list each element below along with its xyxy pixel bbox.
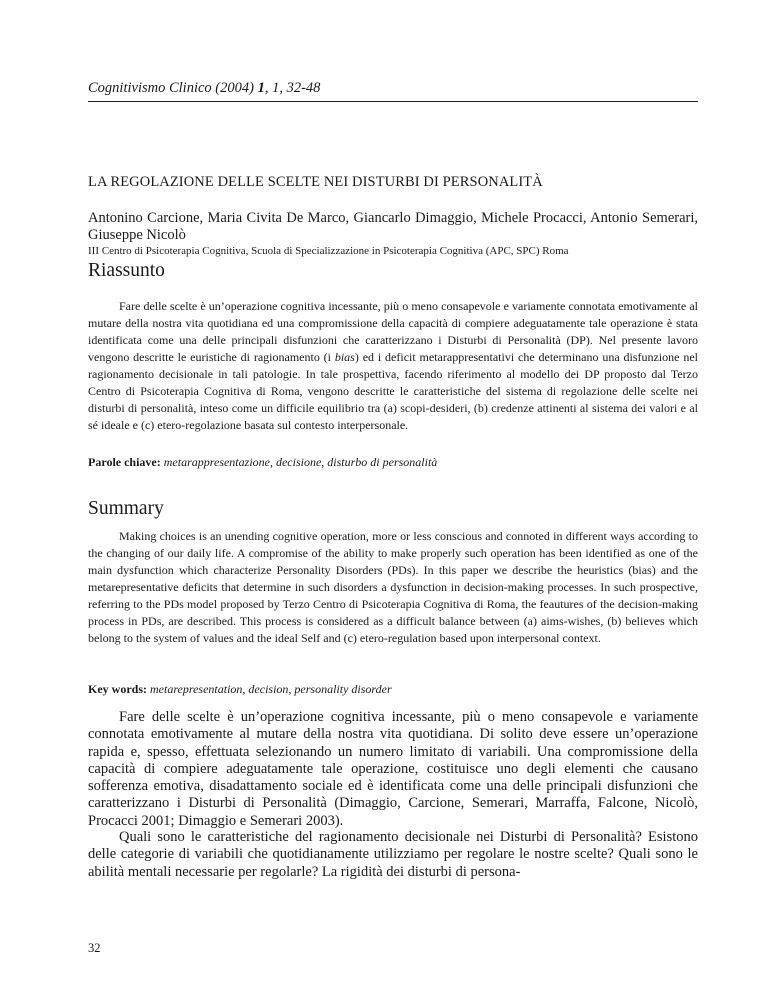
summary-keywords-label: Key words: (88, 682, 147, 696)
summary-keywords (88, 682, 698, 697)
body-paragraph-1: Fare delle scelte è un’operazione cognitiva incessante, più o meno consapevole e variamente connotata emotivamente al mutare della nostra vita quotidiana. Di solito deve essere un’operazione rapida e, spesso, effettuata selezionando un numero limitato di variabili. Una compromissione della capacità di compiere adeguatamente tale operazione, costituisce uno degli elementi che causano sofferenza emotiva, disadattamento sociale ed è identificata come una delle principali disfunzioni che caratterizzano i Disturbi di Personalità (Dimaggio, Carcione, Semerari, Marraffa, Falcone, Nicolò, Procacci 2001; Dimaggio e Semerari 2003). (88, 709, 698, 829)
riassunto-bias-term: bias (334, 350, 355, 364)
page-number: 32 (88, 941, 101, 955)
summary-keywords-list: metarepresentation, decision, personality disorder (150, 682, 392, 696)
riassunto-heading: Riassunto (88, 260, 165, 281)
article-affiliation: III Centro di Psicoterapia Cognitiva, Scuola di Specializzazione in Psicoterapia Cognitiva (APC, SPC) Roma (88, 245, 569, 257)
journal-name: Cognitivismo Clinico (2004) (88, 80, 254, 96)
article-title: LA REGOLAZIONE DELLE SCELTE NEI DISTURBI DI PERSONALITÀ (88, 174, 543, 190)
journal-issue-pages: , 1, 32-48 (264, 80, 321, 96)
journal-volume: 1 (257, 80, 265, 96)
summary-heading: Summary (88, 498, 164, 519)
riassunto-keywords (88, 455, 698, 470)
riassunto-text (88, 298, 698, 434)
riassunto-text-b: ) ed i deficit metarappresentativi che determinano una disfunzione nel ragionamento decisionale in tali patologie. In tale prospettiva, facendo riferimento al modello dei DP proposto dal Terzo Centro di Psicoterapia Cognitiva di Roma, vengono descritte le caratteristiche del sistema di regolazione delle scelte nei disturbi di personalità, inteso come un difficile equilibrio tra (a) scopi-desideri, (b) credenze attinenti al sistema dei valori e al sé ideale e (c) etero-regolazione basata sul contesto interpersonale. (88, 350, 699, 432)
body-paragraph-2: Quali sono le caratteristiche del ragionamento decisionale nei Disturbi di Personalità? Esistono delle categorie di variabili che quotidianamente utilizziamo per regolare le nostre scelte? Quali sono le abilità mentali necessarie per regolarle? La rigidità dei disturbi di persona- (88, 829, 698, 880)
summary-text: Making choices is an unending cognitive operation, more or less conscious and connoted in different ways according to the changing of our daily life. A compromise of the ability to make properly such operation has been identified as one of the main dysfunction which characterize Personality Disorders (PDs). In this paper we describe the heuristics (bias) and the metarepresentative deficits that determine in such disorders a dysfunction in decision-making processes. In such prospective, referring to the PDs model proposed by Terzo Centro di Psicoterapia Cognitiva di Roma, the feautures of the decision-making process in PDs, are described. This process is considered as a difficult balance between (a) aims-wishes, (b) believes which belong to the system of values and the ideal Self and (c) etero-regulation based upon interpersonal context. (88, 529, 698, 645)
running-header (88, 80, 698, 102)
riassunto-text-a: Fare delle scelte è un’operazione cognitiva incessante, più o meno consapevole e variamente connotata emotivamente al mutare della nostra vita quotidiana ed una compromissione della capacità di compiere adeguatamente tale operazione è stata identificata come una delle principali disfunzioni che caratterizzano i Disturbi di Personalità (DP). Nel presente lavoro vengono descritte le euristiche di ragionamento (i (88, 299, 698, 364)
article-authors: Antonino Carcione, Maria Civita De Marco, Giancarlo Dimaggio, Michele Procacci, Antonio Semerari, Giuseppe Nicolò (88, 210, 698, 243)
riassunto-keywords-label: Parole chiave: (88, 455, 161, 469)
riassunto-keywords-list: metarappresentazione, decisione, disturbo di personalità (163, 455, 438, 469)
